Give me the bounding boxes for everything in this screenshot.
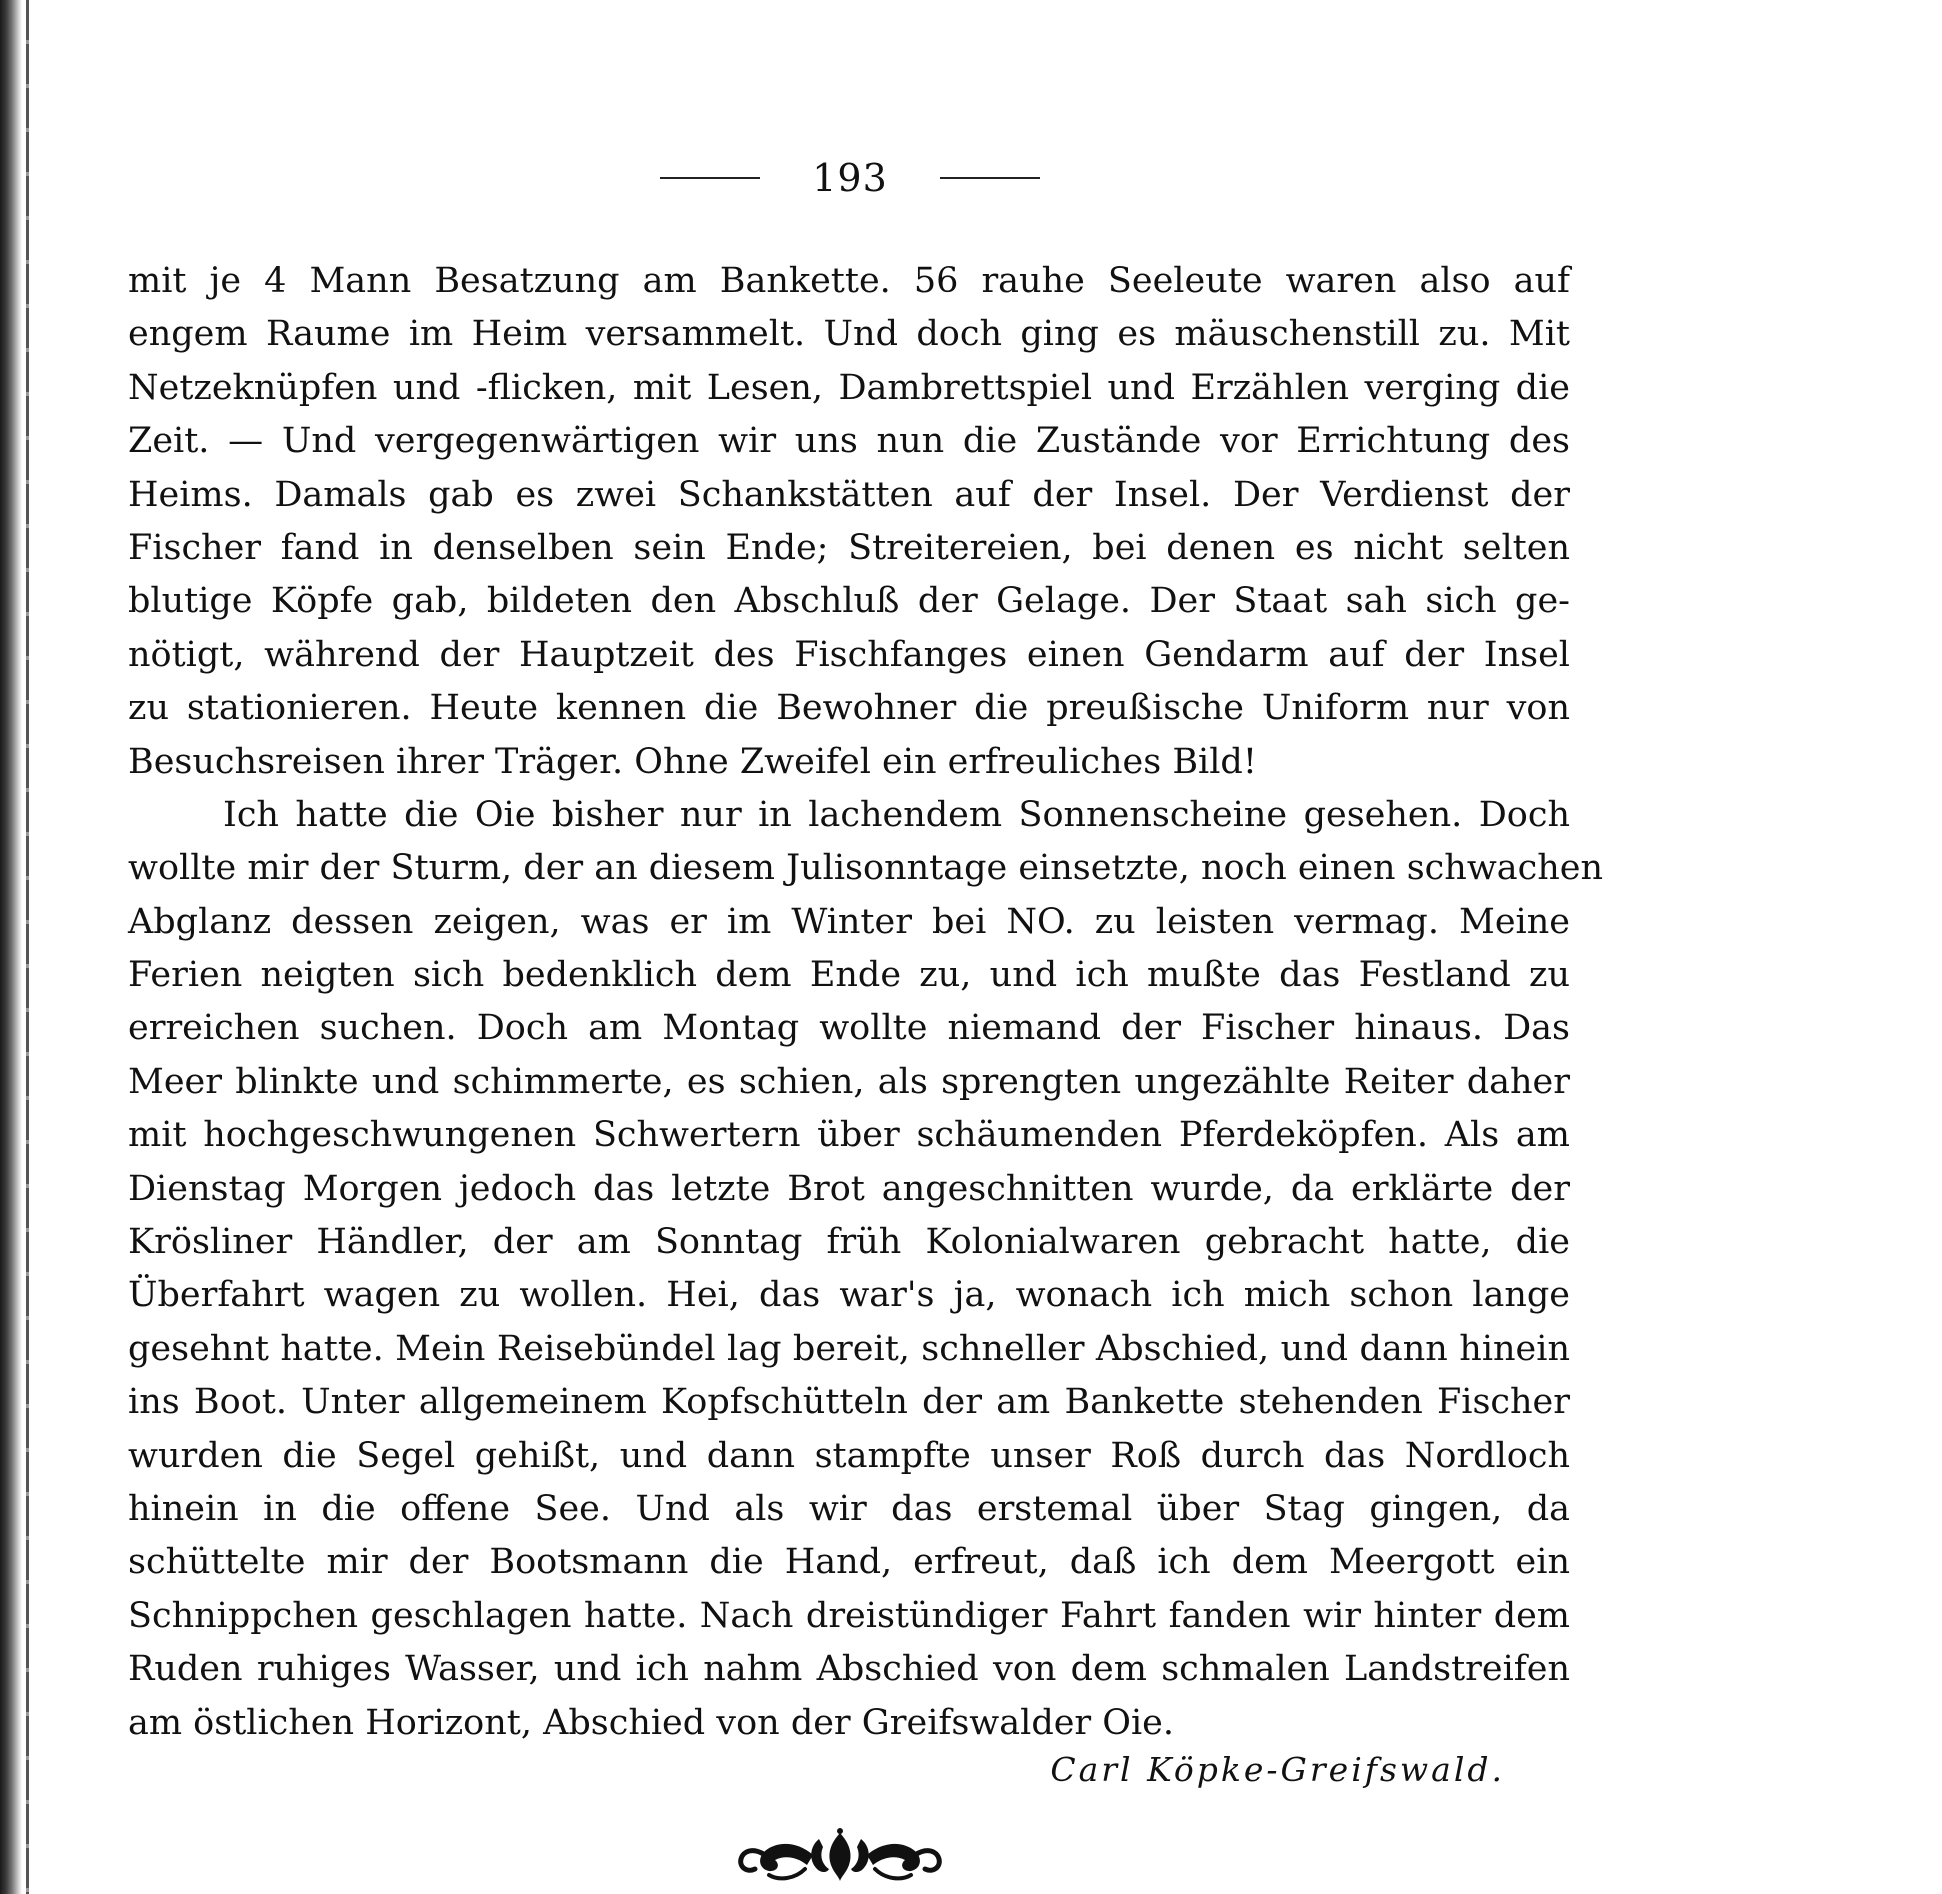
text-line: Ruden ruhiges Wasser, und ich nahm Abschied von dem schmalen Landstreifen (128, 1649, 1570, 1690)
scan-edge (0, 0, 22, 1894)
text-line: am östlichen Horizont, Abschied von der Greifswalder Oie. (128, 1702, 1175, 1743)
text-line: Abglanz dessen zeigen, was er im Winter bei NO. zu leisten vermag. Meine (128, 901, 1570, 942)
text-line: Meer blinkte und schimmerte, es schien, als sprengten ungezählte Reiter daher (128, 1061, 1570, 1102)
text-line: Krösliner Händler, der am Sonntag früh Kolonialwaren gebracht hatte, die (128, 1222, 1570, 1263)
text-line: nötigt, während der Hauptzeit des Fischfanges einen Gendarm auf der Insel (128, 634, 1570, 675)
text-line: Ich hatte die Oie bisher nur in lachendem Sonnenscheine gesehen. Doch (223, 794, 1570, 835)
text-line: erreichen suchen. Doch am Montag wollte niemand der Fischer hinaus. Das (128, 1008, 1570, 1049)
header-rule-right (940, 177, 1040, 179)
text-line: engem Raume im Heim versammelt. Und doch ging es mäuschenstill zu. Mit (128, 314, 1570, 355)
text-line: ins Boot. Unter allgemeinem Kopfschütteln der am Bankette stehenden Fischer (128, 1382, 1570, 1423)
author-signature: Carl Köpke-Greifswald. (1050, 1750, 1505, 1789)
text-line: wurden die Segel gehißt, und dann stampfte unser Roß durch das Nordloch (128, 1435, 1570, 1476)
text-line: schüttelte mir der Bootsmann die Hand, erfreut, daß ich dem Meergott ein (128, 1542, 1570, 1583)
text-line: Heims. Damals gab es zwei Schankstätten auf der Insel. Der Verdienst der (128, 474, 1570, 515)
page-header (660, 148, 1040, 208)
text-line: Schnippchen geschlagen hatte. Nach dreistündiger Fahrt fanden wir hinter dem (128, 1595, 1570, 1636)
text-line: Netzeknüpfen und -flicken, mit Lesen, Dambrettspiel und Erzählen verging die (128, 367, 1570, 408)
text-line: Dienstag Morgen jedoch das letzte Brot angeschnitten wurde, da erklärte der (128, 1168, 1570, 1209)
text-line: wollte mir der Sturm, der an diesem Julisonntage einsetzte, noch einen schwachen (128, 848, 1604, 889)
text-line: Ferien neigten sich bedenklich dem Ende zu, und ich mußte das Festland zu (128, 955, 1570, 996)
text-line: zu stationieren. Heute kennen die Bewohner die preußische Uniform nur von (128, 688, 1570, 729)
text-line: mit je 4 Mann Besatzung am Bankette. 56 rauhe Seeleute waren also auf (128, 261, 1570, 301)
text-line: Fischer fand in denselben sein Ende; Streitereien, bei denen es nicht selten (128, 527, 1570, 568)
decorative-vignette-icon (735, 1825, 945, 1885)
page-number: 193 (812, 156, 888, 200)
text-line: Überfahrt wagen zu wollen. Hei, das war's ja, wonach ich mich schon lange (128, 1275, 1570, 1316)
text-body (128, 255, 1604, 1750)
scan-edge-line (26, 0, 29, 1894)
text-line: Besuchsreisen ihrer Träger. Ohne Zweifel ein erfreuliches Bild! (128, 741, 1257, 782)
text-line: blutige Köpfe gab, bildeten den Abschluß der Gelage. Der Staat sah sich ge- (128, 581, 1570, 622)
header-rule-left (660, 177, 760, 179)
text-line: mit hochgeschwungenen Schwertern über schäumenden Pferdeköpfen. Als am (128, 1115, 1570, 1156)
text-line: gesehnt hatte. Mein Reisebündel lag bereit, schneller Abschied, und dann hinein (128, 1328, 1570, 1369)
text-line: Zeit. — Und vergegenwärtigen wir uns nun die Zustände vor Errichtung des (128, 421, 1570, 462)
text-line: hinein in die offene See. Und als wir das erstemal über Stag gingen, da (128, 1488, 1570, 1529)
